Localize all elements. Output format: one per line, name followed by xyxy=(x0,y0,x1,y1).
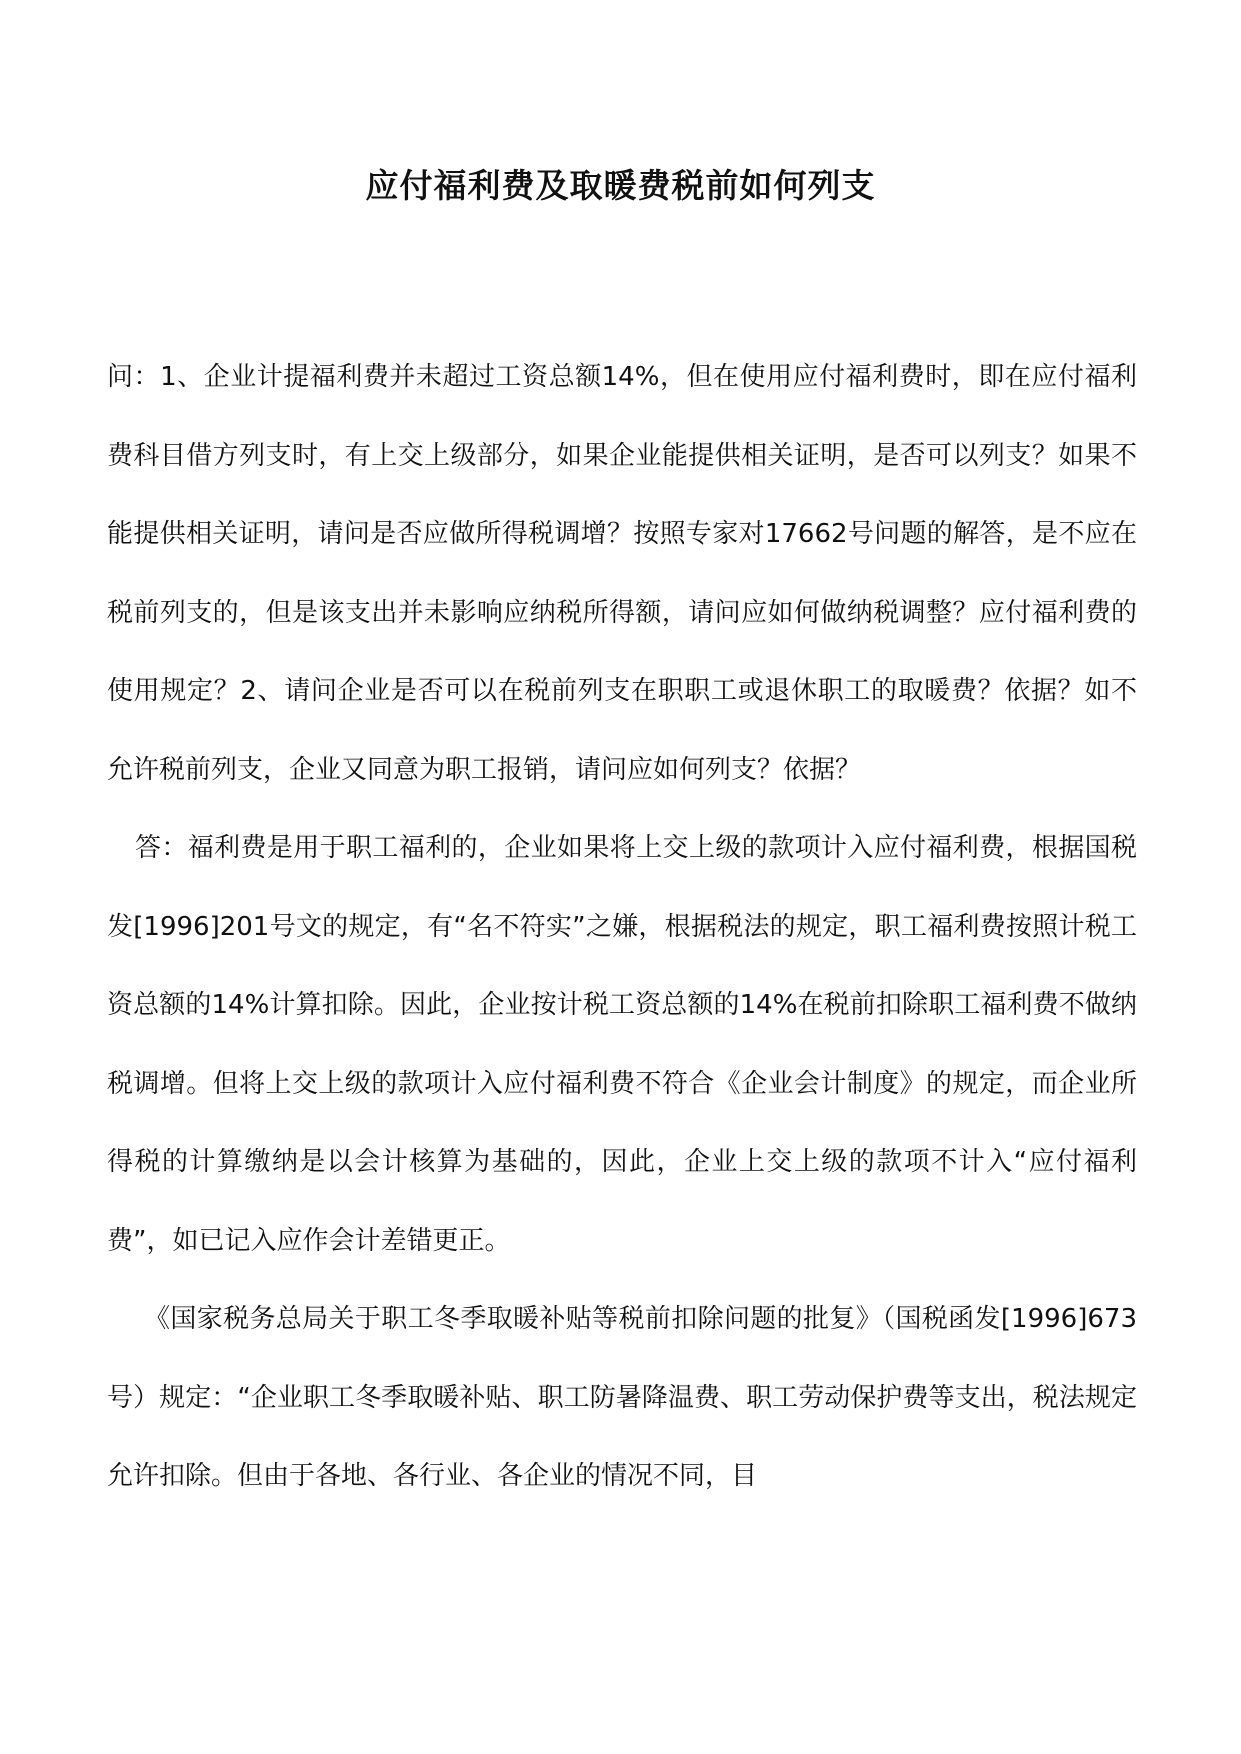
answer-paragraph: 答：福利费是用于职工福利的，企业如果将上交上级的款项计入应付福利费，根据国税发[1996]201号文的规定，有“名不符实”之嫌，根据税法的规定，职工福利费按照计税工资总额的14%计算扣除。因此，企业按计税工资总额的14%在税前扣除职工福利费不做纳税调增。但将上交上级的款项计入应付福利费不符合《企业会计制度》的规定，而企业所得税的计算缴纳是以会计核算为基础的，因此，企业上交上级的款项不计入“应付福利费”，如已记入应作会计差错更正。 xyxy=(107,833,1137,1256)
question-paragraph: 问：1、企业计提福利费并未超过工资总额14%，但在使用应付福利费时，即在应付福利费科目借方列支时，有上交上级部分，如果企业能提供相关证明，是否可以列支？如果不能提供相关证明，请问是否应做所得税调增？按照专家对17662号问题的解答，是不应在税前列支的，但是该支出并未影响应纳税所得额，请问应如何做纳税调整？应付福利费的使用规定？2、请问企业是否可以在税前列支在职职工或退休职工的取暖费？依据？如不允许税前列支，企业又同意为职工报销，请问应如何列支？依据？ xyxy=(107,362,1137,785)
document-title: 应付福利费及取暖费税前如何列支 xyxy=(365,166,876,205)
document-body xyxy=(107,338,1137,1516)
regulation-paragraph: 《国家税务总局关于职工冬季取暖补贴等税前扣除问题的批复》（国税函发[1996]673号）规定：“企业职工冬季取暖补贴、职工防暑降温费、职工劳动保护费等支出，税法规定允许扣除。但由于各地、各行业、各企业的情况不同，目 xyxy=(107,1304,1137,1491)
